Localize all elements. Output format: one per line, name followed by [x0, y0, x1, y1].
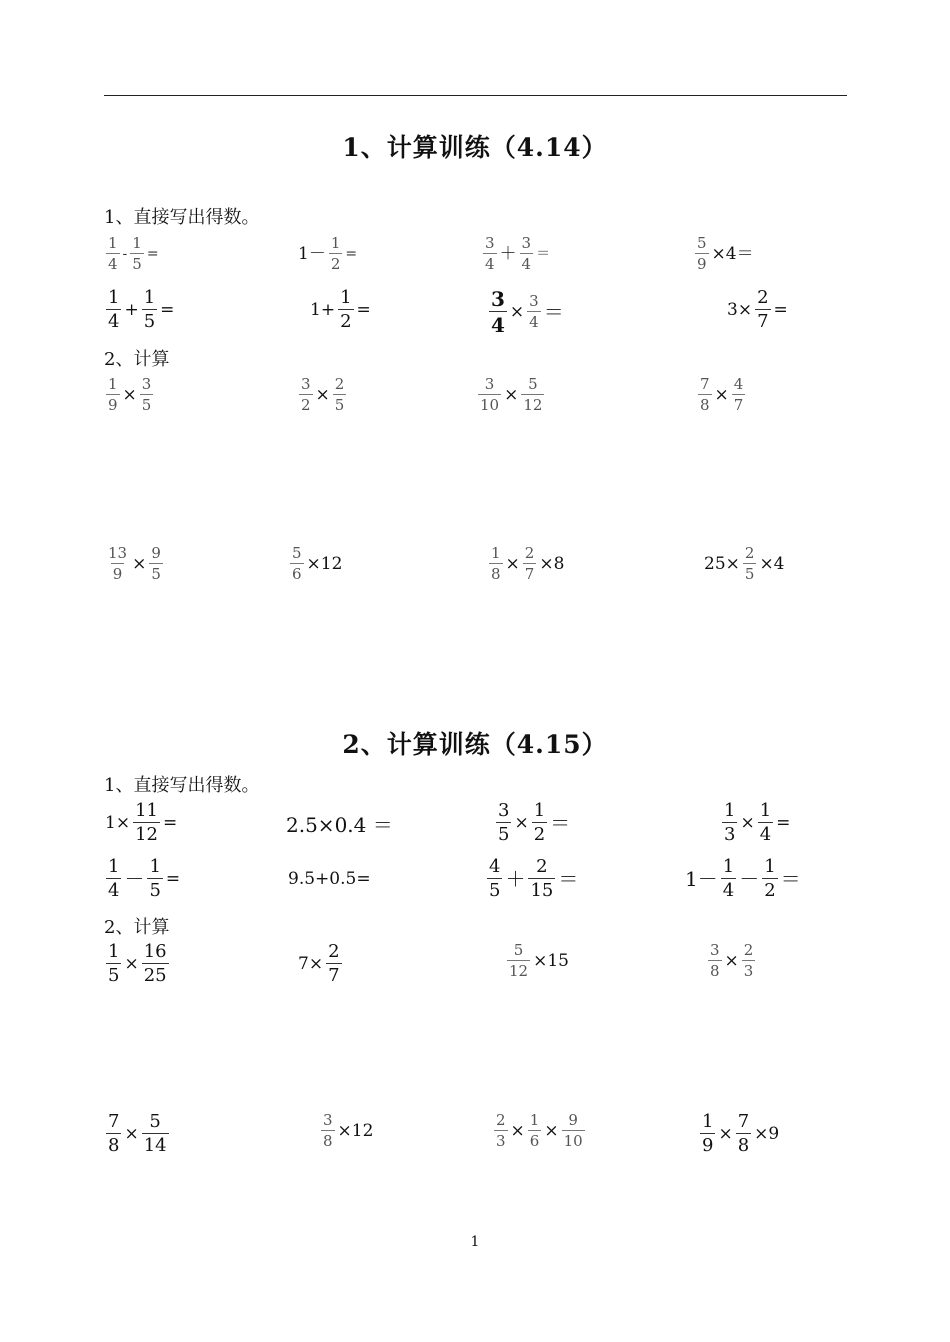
fraction — [142, 943, 169, 985]
problem — [104, 858, 181, 900]
numerator: 3 — [323, 1111, 333, 1129]
problem — [684, 858, 802, 900]
fraction — [106, 858, 121, 900]
fraction — [507, 943, 530, 979]
denominator: 9 — [702, 1135, 714, 1156]
operator-text: = — [776, 812, 791, 833]
numerator: 3 — [521, 234, 532, 252]
operator-text: × — [514, 812, 529, 833]
operator-text: 1+ — [310, 299, 336, 320]
operator-text: × — [505, 553, 520, 574]
denominator: 4 — [521, 255, 532, 273]
numerator: 2 — [496, 1111, 506, 1129]
operator-text: ×12 — [337, 1120, 374, 1141]
problem — [706, 943, 757, 979]
operator-text: = — [345, 246, 358, 262]
fraction — [130, 236, 144, 272]
problem — [104, 546, 165, 582]
operator-text: = — [356, 299, 371, 320]
problem — [703, 546, 786, 582]
problem — [476, 377, 546, 413]
denominator: 2 — [301, 396, 311, 414]
operator-text: ＝ — [550, 811, 571, 835]
denominator: 2 — [330, 255, 341, 273]
denominator: 6 — [529, 1132, 540, 1150]
denominator: 12 — [135, 824, 158, 845]
fraction — [755, 289, 770, 331]
fraction — [528, 858, 555, 900]
problem — [720, 802, 791, 844]
denominator: 5 — [744, 565, 755, 583]
denominator: 4 — [108, 255, 118, 273]
denominator: 3 — [496, 1132, 506, 1150]
fraction — [762, 858, 777, 900]
operator-text: × — [504, 384, 519, 405]
numerator: 3 — [529, 292, 539, 310]
denominator: 4 — [108, 311, 120, 332]
fraction — [489, 289, 507, 335]
denominator: 7 — [757, 311, 769, 332]
fraction — [483, 236, 497, 272]
fraction — [106, 236, 120, 272]
fraction — [106, 289, 121, 331]
operator-text: ＋ — [505, 867, 526, 891]
denominator: 9 — [697, 255, 707, 273]
operator-text: × — [124, 1123, 139, 1144]
problem — [693, 236, 755, 272]
numerator: 4 — [733, 375, 744, 393]
operator-text: 3× — [727, 299, 753, 320]
denominator: 8 — [491, 565, 501, 583]
operator-text: × — [718, 1123, 733, 1144]
numerator: 2 — [744, 544, 755, 562]
denominator: 5 — [489, 880, 501, 901]
numerator: 16 — [143, 941, 167, 962]
problem — [487, 289, 565, 335]
section-1-part-2-label: 2、计算 — [104, 349, 170, 370]
fraction — [698, 377, 712, 413]
fraction — [521, 377, 544, 413]
denominator: 4 — [722, 880, 735, 901]
denominator: 4 — [485, 255, 495, 273]
numerator: 13 — [108, 544, 128, 562]
operator-text: ×9 — [754, 1123, 780, 1144]
denominator: 8 — [108, 1135, 120, 1156]
problem — [104, 802, 178, 844]
fraction — [736, 1113, 751, 1155]
numerator: 5 — [149, 1111, 161, 1132]
fraction — [299, 377, 313, 413]
fraction — [700, 1113, 715, 1155]
section-1-title: 1、计算训练（4.14） — [342, 133, 608, 162]
numerator: 1 — [108, 234, 118, 252]
section-1-part-1-label: 1、直接写出得数。 — [104, 207, 260, 228]
numerator: 1 — [108, 856, 120, 877]
operator-text: - — [122, 246, 128, 262]
operator-text: + — [124, 299, 139, 320]
problem — [297, 236, 358, 272]
numerator: 5 — [528, 375, 538, 393]
operator-text: × — [122, 384, 137, 405]
denominator: 4 — [759, 824, 772, 845]
denominator: 12 — [509, 962, 529, 980]
denominator: 14 — [143, 1135, 167, 1156]
fraction — [496, 802, 511, 844]
operator-text: × — [714, 384, 729, 405]
operator-text: = — [160, 299, 175, 320]
operator-text: = — [162, 812, 178, 833]
operator-text: 9.5+0.5= — [288, 869, 371, 889]
fraction — [742, 943, 756, 979]
problem — [319, 1113, 374, 1149]
fraction — [523, 546, 537, 582]
operator-text: ＝ — [543, 300, 564, 324]
numerator: 1 — [491, 544, 501, 562]
operator-text: ×4 — [759, 553, 785, 574]
problem — [309, 289, 372, 331]
operator-text: ×8 — [539, 553, 565, 574]
numerator: 9 — [568, 1111, 578, 1129]
fraction — [743, 546, 757, 582]
denominator: 6 — [292, 565, 302, 583]
fraction — [722, 802, 737, 844]
denominator: 5 — [141, 396, 152, 414]
fraction — [520, 236, 534, 272]
operator-text: × — [724, 950, 739, 971]
denominator: 8 — [737, 1135, 750, 1156]
denominator: 2 — [764, 880, 776, 901]
fraction — [106, 1113, 121, 1155]
problem — [104, 289, 175, 331]
fraction — [321, 1113, 335, 1149]
fraction — [562, 1113, 585, 1149]
numerator: 9 — [151, 544, 161, 562]
problem — [696, 377, 747, 413]
operator-text: = — [146, 246, 159, 262]
denominator: 2 — [340, 311, 352, 332]
denominator: 8 — [323, 1132, 333, 1150]
operator-text: × — [740, 812, 755, 833]
operator-text: 1× — [105, 812, 131, 833]
operator-text: 1－ — [298, 243, 326, 264]
denominator: 5 — [108, 965, 120, 986]
fraction — [147, 858, 162, 900]
numerator: 1 — [724, 800, 736, 821]
fraction — [527, 294, 541, 330]
problem — [726, 289, 789, 331]
operator-text: × — [509, 301, 525, 322]
operator-text: × — [132, 553, 147, 574]
numerator: 1 — [132, 234, 142, 252]
numerator: 1 — [108, 287, 120, 308]
denominator: 3 — [743, 962, 754, 980]
fraction — [695, 236, 709, 272]
fraction — [142, 1113, 169, 1155]
operator-text: － — [124, 867, 145, 891]
numerator: 1 — [722, 856, 735, 877]
numerator: 5 — [513, 941, 524, 959]
operator-text: = — [773, 299, 788, 320]
fraction — [290, 546, 304, 582]
fraction — [142, 289, 157, 331]
problem — [297, 377, 348, 413]
fraction — [133, 802, 160, 844]
fraction — [489, 546, 503, 582]
denominator: 7 — [733, 396, 744, 414]
numerator: 1 — [330, 234, 341, 252]
numerator: 2 — [524, 544, 535, 562]
numerator: 1 — [149, 856, 161, 877]
numerator: 1 — [702, 1111, 714, 1132]
numerator: 11 — [135, 800, 158, 821]
denominator: 10 — [480, 396, 500, 414]
numerator: 2 — [536, 856, 548, 877]
problem — [487, 546, 565, 582]
problem — [104, 377, 155, 413]
problem — [288, 546, 343, 582]
fraction — [732, 377, 746, 413]
numerator: 7 — [108, 1111, 120, 1132]
denominator: 4 — [108, 880, 120, 901]
denominator: 7 — [524, 565, 535, 583]
section-2-part-2-label: 2、计算 — [104, 917, 170, 938]
fraction — [721, 858, 736, 900]
numerator: 5 — [292, 544, 302, 562]
operator-text: ×12 — [306, 553, 343, 574]
fraction — [140, 377, 154, 413]
operator-text: × — [510, 1120, 525, 1141]
problem — [494, 802, 571, 844]
operator-text: 2.5×0.4 ＝ — [286, 813, 393, 837]
problem — [698, 1113, 780, 1155]
denominator: 3 — [724, 824, 736, 845]
numerator: 3 — [301, 375, 311, 393]
problem — [481, 236, 551, 272]
denominator: 5 — [132, 255, 142, 273]
denominator: 2 — [533, 824, 546, 845]
denominator: 5 — [151, 565, 161, 583]
problem — [287, 871, 372, 888]
problem — [505, 943, 570, 979]
numerator: 2 — [328, 941, 340, 962]
denominator: 8 — [700, 396, 710, 414]
fraction — [338, 289, 353, 331]
denominator: 25 — [143, 965, 167, 986]
denominator: 5 — [498, 824, 510, 845]
numerator: 1 — [108, 941, 120, 962]
operator-text: 25× — [704, 553, 740, 574]
numerator: 3 — [491, 287, 505, 311]
operator-text: × — [315, 384, 330, 405]
fraction — [333, 377, 347, 413]
fraction — [478, 377, 501, 413]
numerator: 1 — [533, 800, 546, 821]
fraction — [708, 943, 722, 979]
denominator: 12 — [523, 396, 543, 414]
fraction — [326, 943, 341, 985]
numerator: 7 — [737, 1111, 750, 1132]
numerator: 3 — [484, 375, 495, 393]
fraction — [106, 546, 129, 582]
numerator: 3 — [485, 234, 495, 252]
operator-text: = — [165, 868, 181, 889]
header-rule — [104, 95, 847, 96]
denominator: 5 — [143, 311, 156, 332]
operator-text: ＝ — [536, 246, 551, 262]
section-2-part-1-label: 1、直接写出得数。 — [104, 775, 260, 796]
operator-text: 7× — [298, 953, 324, 974]
fraction — [149, 546, 163, 582]
fraction — [758, 802, 773, 844]
problem — [485, 858, 579, 900]
problem — [104, 943, 171, 985]
numerator: 2 — [334, 375, 345, 393]
page-number: 1 — [470, 1234, 480, 1250]
numerator: 1 — [108, 375, 118, 393]
denominator: 10 — [563, 1132, 583, 1150]
problem — [104, 1113, 171, 1155]
denominator: 9 — [108, 396, 118, 414]
denominator: 15 — [530, 880, 554, 901]
numerator: 3 — [141, 375, 152, 393]
fraction — [528, 1113, 542, 1149]
section-2-title: 2、计算训练（4.15） — [342, 730, 608, 759]
fraction — [106, 377, 120, 413]
fraction — [329, 236, 343, 272]
numerator: 1 — [529, 1111, 540, 1129]
problem — [285, 815, 394, 835]
fraction — [106, 943, 121, 985]
denominator: 8 — [710, 962, 720, 980]
denominator: 5 — [149, 880, 161, 901]
operator-text: ＝ — [558, 867, 579, 891]
numerator: 2 — [757, 287, 769, 308]
denominator: 5 — [334, 396, 345, 414]
numerator: 7 — [700, 375, 710, 393]
problem — [297, 943, 344, 985]
problem — [104, 236, 160, 272]
fraction — [487, 858, 502, 900]
numerator: 2 — [743, 941, 754, 959]
numerator: 1 — [764, 856, 776, 877]
operator-text: ×4＝ — [711, 243, 754, 264]
numerator: 3 — [710, 941, 720, 959]
problem — [492, 1113, 587, 1149]
denominator: 9 — [112, 565, 123, 583]
operator-text: ＝ — [780, 867, 801, 891]
operator-text: ＋ — [499, 243, 517, 264]
denominator: 7 — [328, 965, 340, 986]
numerator: 1 — [340, 287, 352, 308]
numerator: 3 — [498, 800, 510, 821]
operator-text: × — [124, 953, 139, 974]
denominator: 4 — [491, 313, 505, 337]
fraction — [494, 1113, 508, 1149]
operator-text: × — [544, 1120, 559, 1141]
denominator: 4 — [529, 313, 539, 331]
numerator: 1 — [759, 800, 772, 821]
operator-text: ×15 — [533, 950, 569, 971]
operator-text: 1－ — [685, 867, 718, 891]
numerator: 5 — [697, 234, 707, 252]
numerator: 4 — [489, 856, 501, 877]
operator-text: － — [739, 867, 760, 891]
numerator: 1 — [143, 287, 156, 308]
fraction — [532, 802, 547, 844]
